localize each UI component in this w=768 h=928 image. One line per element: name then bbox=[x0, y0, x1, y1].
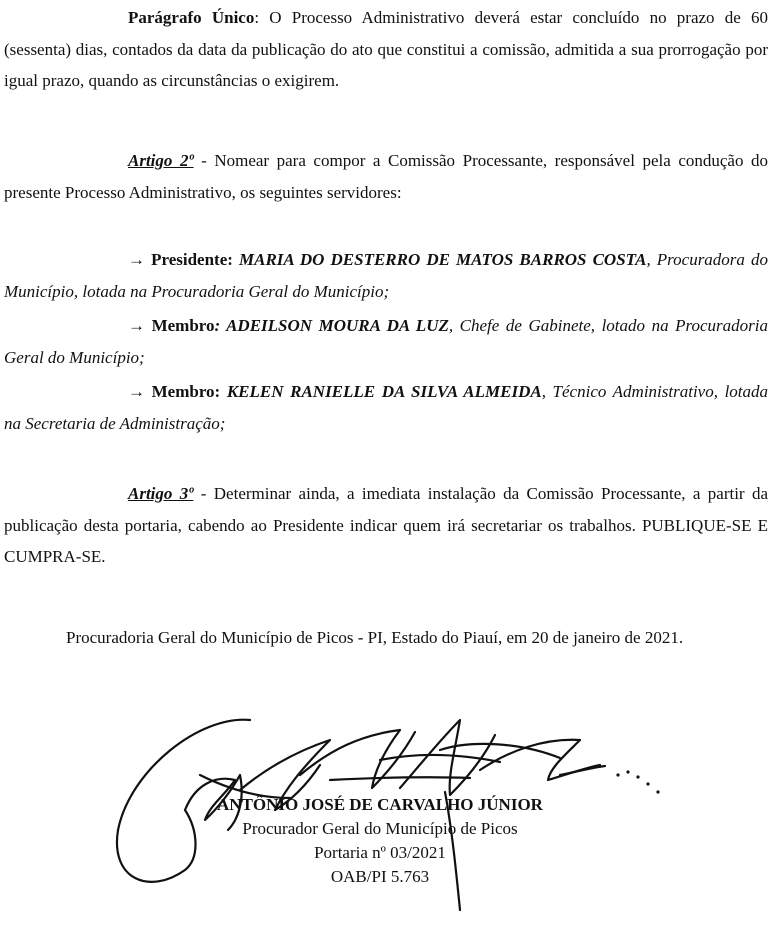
signatory-oab: OAB/PI 5.763 bbox=[330, 867, 430, 886]
member-name: : ADEILSON MOURA DA LUZ bbox=[214, 316, 449, 335]
member-presidente bbox=[4, 244, 768, 307]
paragrafo-unico bbox=[4, 2, 768, 97]
artigo-3-label: Artigo 3º bbox=[128, 484, 194, 503]
signatory-portaria: Portaria nº 03/2021 bbox=[314, 843, 446, 862]
member-desc: , Chefe de Gabinete, lotado na Procuradoria Geral do Município; bbox=[4, 316, 768, 367]
member-name: KELEN RANIELLE DA SILVA ALMEIDA bbox=[226, 382, 542, 401]
artigo-3 bbox=[4, 478, 768, 573]
paragrafo-unico-label: Parágrafo Único bbox=[128, 8, 255, 27]
artigo-2 bbox=[4, 145, 768, 208]
member-role: Membro bbox=[151, 316, 215, 335]
signature-block bbox=[150, 793, 610, 889]
member-role: Membro: bbox=[151, 382, 221, 401]
member-2 bbox=[4, 376, 768, 439]
arrow-icon: → bbox=[128, 382, 145, 401]
signatory-title: Procurador Geral do Município de Picos bbox=[242, 819, 518, 838]
arrow-icon: → bbox=[128, 250, 145, 269]
artigo-3-text: - Determinar ainda, a imediata instalação da Comissão Processante, a partir da publicação desta portaria, cabendo ao Presidente indicar quem irá secretariar os trabalhos. PUBLIQUE-SE E CUMPRA-SE. bbox=[4, 484, 768, 566]
artigo-2-text: - Nomear para compor a Comissão Processante, responsável pela condução do presente Processo Administrativo, os seguintes servidores: bbox=[4, 151, 768, 202]
member-1 bbox=[4, 310, 768, 373]
closing-location-date: Procuradoria Geral do Município de Picos - PI, Estado do Piauí, em 20 de janeiro de 2021. bbox=[66, 628, 684, 647]
signatory-name: ANTÔNIO JOSÉ DE CARVALHO JÚNIOR bbox=[217, 795, 543, 814]
member-name: MARIA DO DESTERRO DE MATOS BARROS COSTA bbox=[239, 250, 647, 269]
member-role: Presidente: bbox=[151, 250, 233, 269]
member-desc: , Técnico Administrativo, lotada na Secretaria de Administração; bbox=[4, 382, 768, 433]
member-desc: , Procuradora do Município, lotada na Procuradoria Geral do Município; bbox=[4, 250, 768, 301]
arrow-icon: → bbox=[128, 316, 145, 335]
paragrafo-unico-text: : O Processo Administrativo deverá estar concluído no prazo de 60 (sessenta) dias, contados da data da publicação do ato que constitui a comissão, admitida a sua prorrogação por igual prazo, quando as circunstâncias o exigirem. bbox=[4, 8, 768, 90]
artigo-2-label: Artigo 2º bbox=[128, 151, 194, 170]
